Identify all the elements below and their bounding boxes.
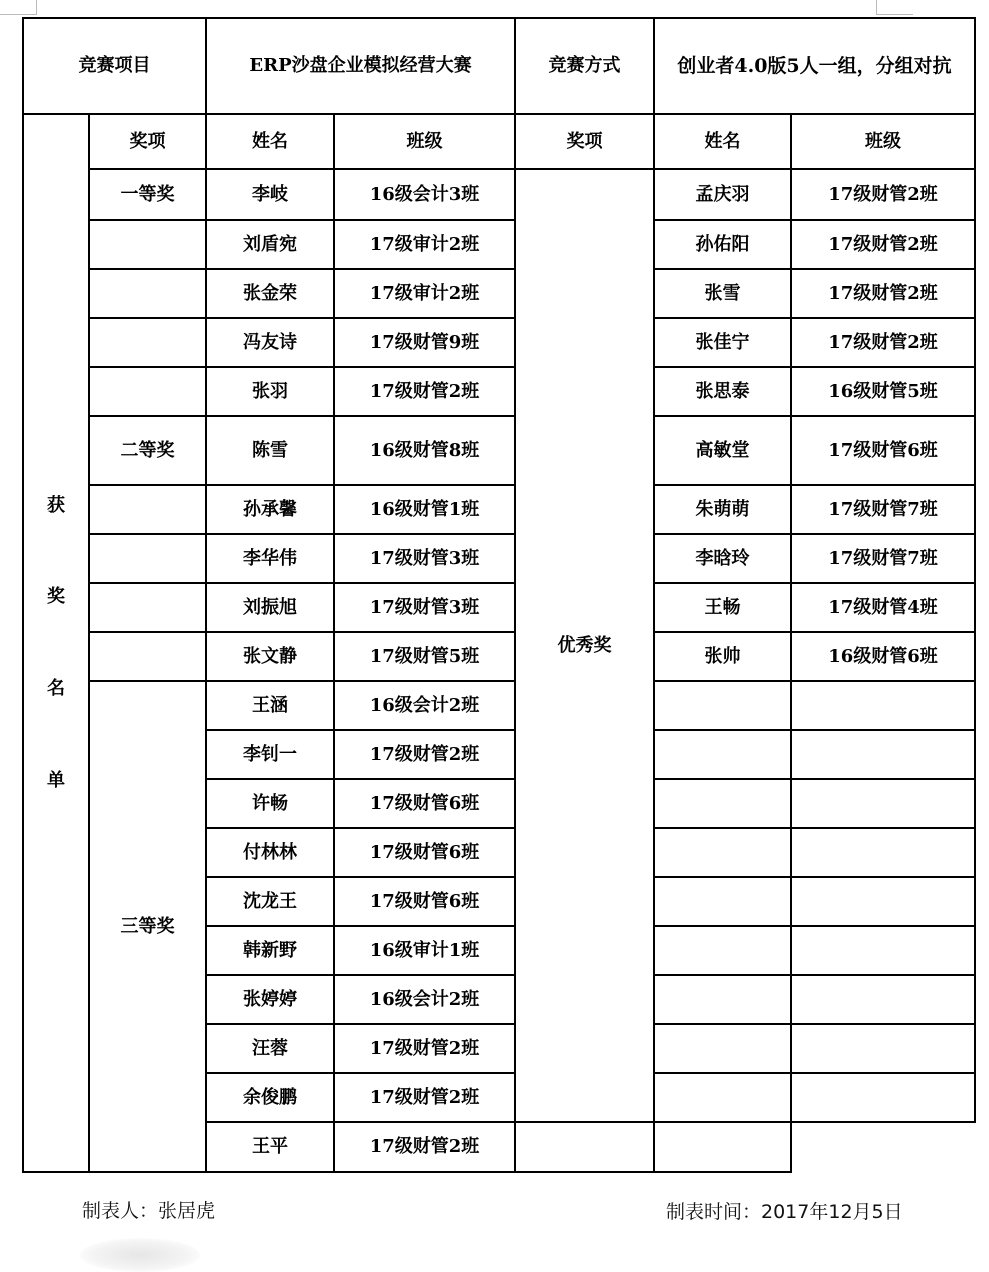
winner-name: 陈雪 bbox=[206, 416, 334, 485]
preparer-label: 制表人：张居虎 bbox=[82, 1200, 216, 1222]
excellence-name: 孙佑阳 bbox=[654, 220, 791, 269]
winner-name: 张婷婷 bbox=[206, 975, 334, 1024]
excellence-class: 17级财管2班 bbox=[791, 169, 975, 220]
award-third-prize: 三等奖 bbox=[89, 681, 206, 1172]
winner-name: 张文静 bbox=[206, 632, 334, 681]
excellence-name-empty bbox=[654, 877, 791, 926]
table-row bbox=[23, 318, 975, 367]
excellence-name-empty bbox=[654, 975, 791, 1024]
prepared-date: 制表时间：2017年12月5日 bbox=[666, 1201, 903, 1223]
winner-class: 16级财管8班 bbox=[334, 416, 515, 485]
column-header-class: 班级 bbox=[334, 114, 515, 169]
award-excellence: 优秀奖 bbox=[515, 169, 654, 1122]
winner-class: 16级财管1班 bbox=[334, 485, 515, 534]
table-row bbox=[23, 632, 975, 681]
table-row bbox=[23, 583, 975, 632]
excellence-class: 17级财管7班 bbox=[791, 534, 975, 583]
winner-class: 16级会计3班 bbox=[334, 169, 515, 220]
winner-name: 王平 bbox=[206, 1122, 334, 1172]
vertical-char: 名 bbox=[47, 678, 65, 699]
award-cell-empty bbox=[89, 367, 206, 416]
winner-name: 李钊一 bbox=[206, 730, 334, 779]
winner-class: 17级财管2班 bbox=[334, 367, 515, 416]
excellence-name: 朱萌萌 bbox=[654, 485, 791, 534]
table-row bbox=[23, 269, 975, 318]
winner-name: 张羽 bbox=[206, 367, 334, 416]
winner-class: 17级财管5班 bbox=[334, 632, 515, 681]
page-corner-mark bbox=[0, 0, 37, 15]
winner-name: 李岐 bbox=[206, 169, 334, 220]
excellence-class: 17级财管7班 bbox=[791, 485, 975, 534]
winner-class: 17级财管3班 bbox=[334, 583, 515, 632]
award-cell-empty bbox=[89, 269, 206, 318]
winner-name: 付林林 bbox=[206, 828, 334, 877]
winner-class: 17级审计2班 bbox=[334, 220, 515, 269]
award-table bbox=[22, 17, 976, 1173]
winner-class: 17级财管2班 bbox=[334, 1073, 515, 1122]
excellence-name-empty bbox=[654, 926, 791, 975]
award-list-vertical-label bbox=[23, 114, 89, 1172]
column-header-name: 姓名 bbox=[206, 114, 334, 169]
winner-class: 17级财管2班 bbox=[334, 730, 515, 779]
excellence-name: 高敏堂 bbox=[654, 416, 791, 485]
excellence-class: 17级财管2班 bbox=[791, 318, 975, 367]
winner-class: 17级财管6班 bbox=[334, 877, 515, 926]
excellence-name-empty bbox=[654, 1073, 791, 1122]
excellence-class: 16级财管6班 bbox=[791, 632, 975, 681]
excellence-name-empty bbox=[654, 828, 791, 877]
winner-name: 汪蓉 bbox=[206, 1024, 334, 1073]
excellence-name: 张佳宁 bbox=[654, 318, 791, 367]
winner-name: 王涵 bbox=[206, 681, 334, 730]
winner-name: 李华伟 bbox=[206, 534, 334, 583]
winner-name: 余俊鹏 bbox=[206, 1073, 334, 1122]
winner-name: 刘振旭 bbox=[206, 583, 334, 632]
winner-class: 16级会计2班 bbox=[334, 975, 515, 1024]
table-row bbox=[23, 681, 975, 730]
excellence-class-empty bbox=[791, 1024, 975, 1073]
award-first-prize: 一等奖 bbox=[89, 169, 206, 220]
award-cell-empty bbox=[89, 534, 206, 583]
vertical-char: 获 bbox=[47, 494, 65, 516]
excellence-name: 孟庆羽 bbox=[654, 169, 791, 220]
excellence-class: 17级财管2班 bbox=[791, 220, 975, 269]
winner-class: 17级财管9班 bbox=[334, 318, 515, 367]
vertical-char: 奖 bbox=[47, 586, 65, 608]
excellence-name: 张思泰 bbox=[654, 367, 791, 416]
winner-class: 17级财管6班 bbox=[334, 779, 515, 828]
table-row bbox=[23, 534, 975, 583]
excellence-name: 王畅 bbox=[654, 583, 791, 632]
column-header-award: 奖项 bbox=[89, 114, 206, 169]
table-row bbox=[23, 169, 975, 220]
winner-name: 许畅 bbox=[206, 779, 334, 828]
award-cell-empty bbox=[89, 318, 206, 367]
mode-value: 创业者4.0版5人一组，分组对抗 bbox=[654, 18, 975, 114]
excellence-class-empty bbox=[791, 926, 975, 975]
excellence-name-empty bbox=[654, 730, 791, 779]
excellence-class-empty bbox=[791, 828, 975, 877]
column-header-class: 班级 bbox=[791, 114, 975, 169]
column-header-name: 姓名 bbox=[654, 114, 791, 169]
excellence-class-empty bbox=[654, 1122, 791, 1172]
winner-name: 韩新野 bbox=[206, 926, 334, 975]
winner-class: 17级财管2班 bbox=[334, 1122, 515, 1172]
excellence-class: 17级财管2班 bbox=[791, 269, 975, 318]
excellence-class: 16级财管5班 bbox=[791, 367, 975, 416]
vertical-char: 单 bbox=[47, 769, 65, 791]
award-cell-empty bbox=[89, 632, 206, 681]
excellence-class-empty bbox=[791, 730, 975, 779]
excellence-name-empty bbox=[654, 681, 791, 730]
excellence-class-empty bbox=[791, 779, 975, 828]
column-header-award: 奖项 bbox=[515, 114, 654, 169]
excellence-class-empty bbox=[791, 877, 975, 926]
table-row bbox=[23, 220, 975, 269]
excellence-class-empty bbox=[791, 975, 975, 1024]
award-cell-empty bbox=[89, 220, 206, 269]
project-value: ERP沙盘企业模拟经营大赛 bbox=[206, 18, 515, 114]
winner-name: 冯友诗 bbox=[206, 318, 334, 367]
excellence-class: 17级财管4班 bbox=[791, 583, 975, 632]
award-second-prize: 二等奖 bbox=[89, 416, 206, 485]
excellence-class-empty bbox=[791, 681, 975, 730]
winner-class: 17级财管6班 bbox=[334, 828, 515, 877]
excellence-name: 张雪 bbox=[654, 269, 791, 318]
project-label: 竞赛项目 bbox=[23, 18, 206, 114]
page-corner-mark bbox=[876, 0, 913, 15]
winner-class: 17级财管2班 bbox=[334, 1024, 515, 1073]
winner-name: 沈龙王 bbox=[206, 877, 334, 926]
table-row bbox=[23, 485, 975, 534]
winner-class: 16级会计2班 bbox=[334, 681, 515, 730]
winner-class: 17级审计2班 bbox=[334, 269, 515, 318]
winner-name: 孙承馨 bbox=[206, 485, 334, 534]
award-cell-empty bbox=[89, 485, 206, 534]
excellence-name: 张帅 bbox=[654, 632, 791, 681]
excellence-class: 17级财管6班 bbox=[791, 416, 975, 485]
winner-name: 刘盾宛 bbox=[206, 220, 334, 269]
award-cell-empty bbox=[89, 583, 206, 632]
winner-class: 17级财管3班 bbox=[334, 534, 515, 583]
excellence-name-empty bbox=[515, 1122, 654, 1172]
scan-smudge bbox=[80, 1238, 200, 1272]
excellence-class-empty bbox=[791, 1073, 975, 1122]
excellence-name-empty bbox=[654, 779, 791, 828]
table-row bbox=[23, 416, 975, 485]
mode-label: 竞赛方式 bbox=[515, 18, 654, 114]
excellence-name-empty bbox=[654, 1024, 791, 1073]
table-row bbox=[23, 367, 975, 416]
winner-class: 16级审计1班 bbox=[334, 926, 515, 975]
excellence-name: 李晗玲 bbox=[654, 534, 791, 583]
winner-name: 张金荣 bbox=[206, 269, 334, 318]
